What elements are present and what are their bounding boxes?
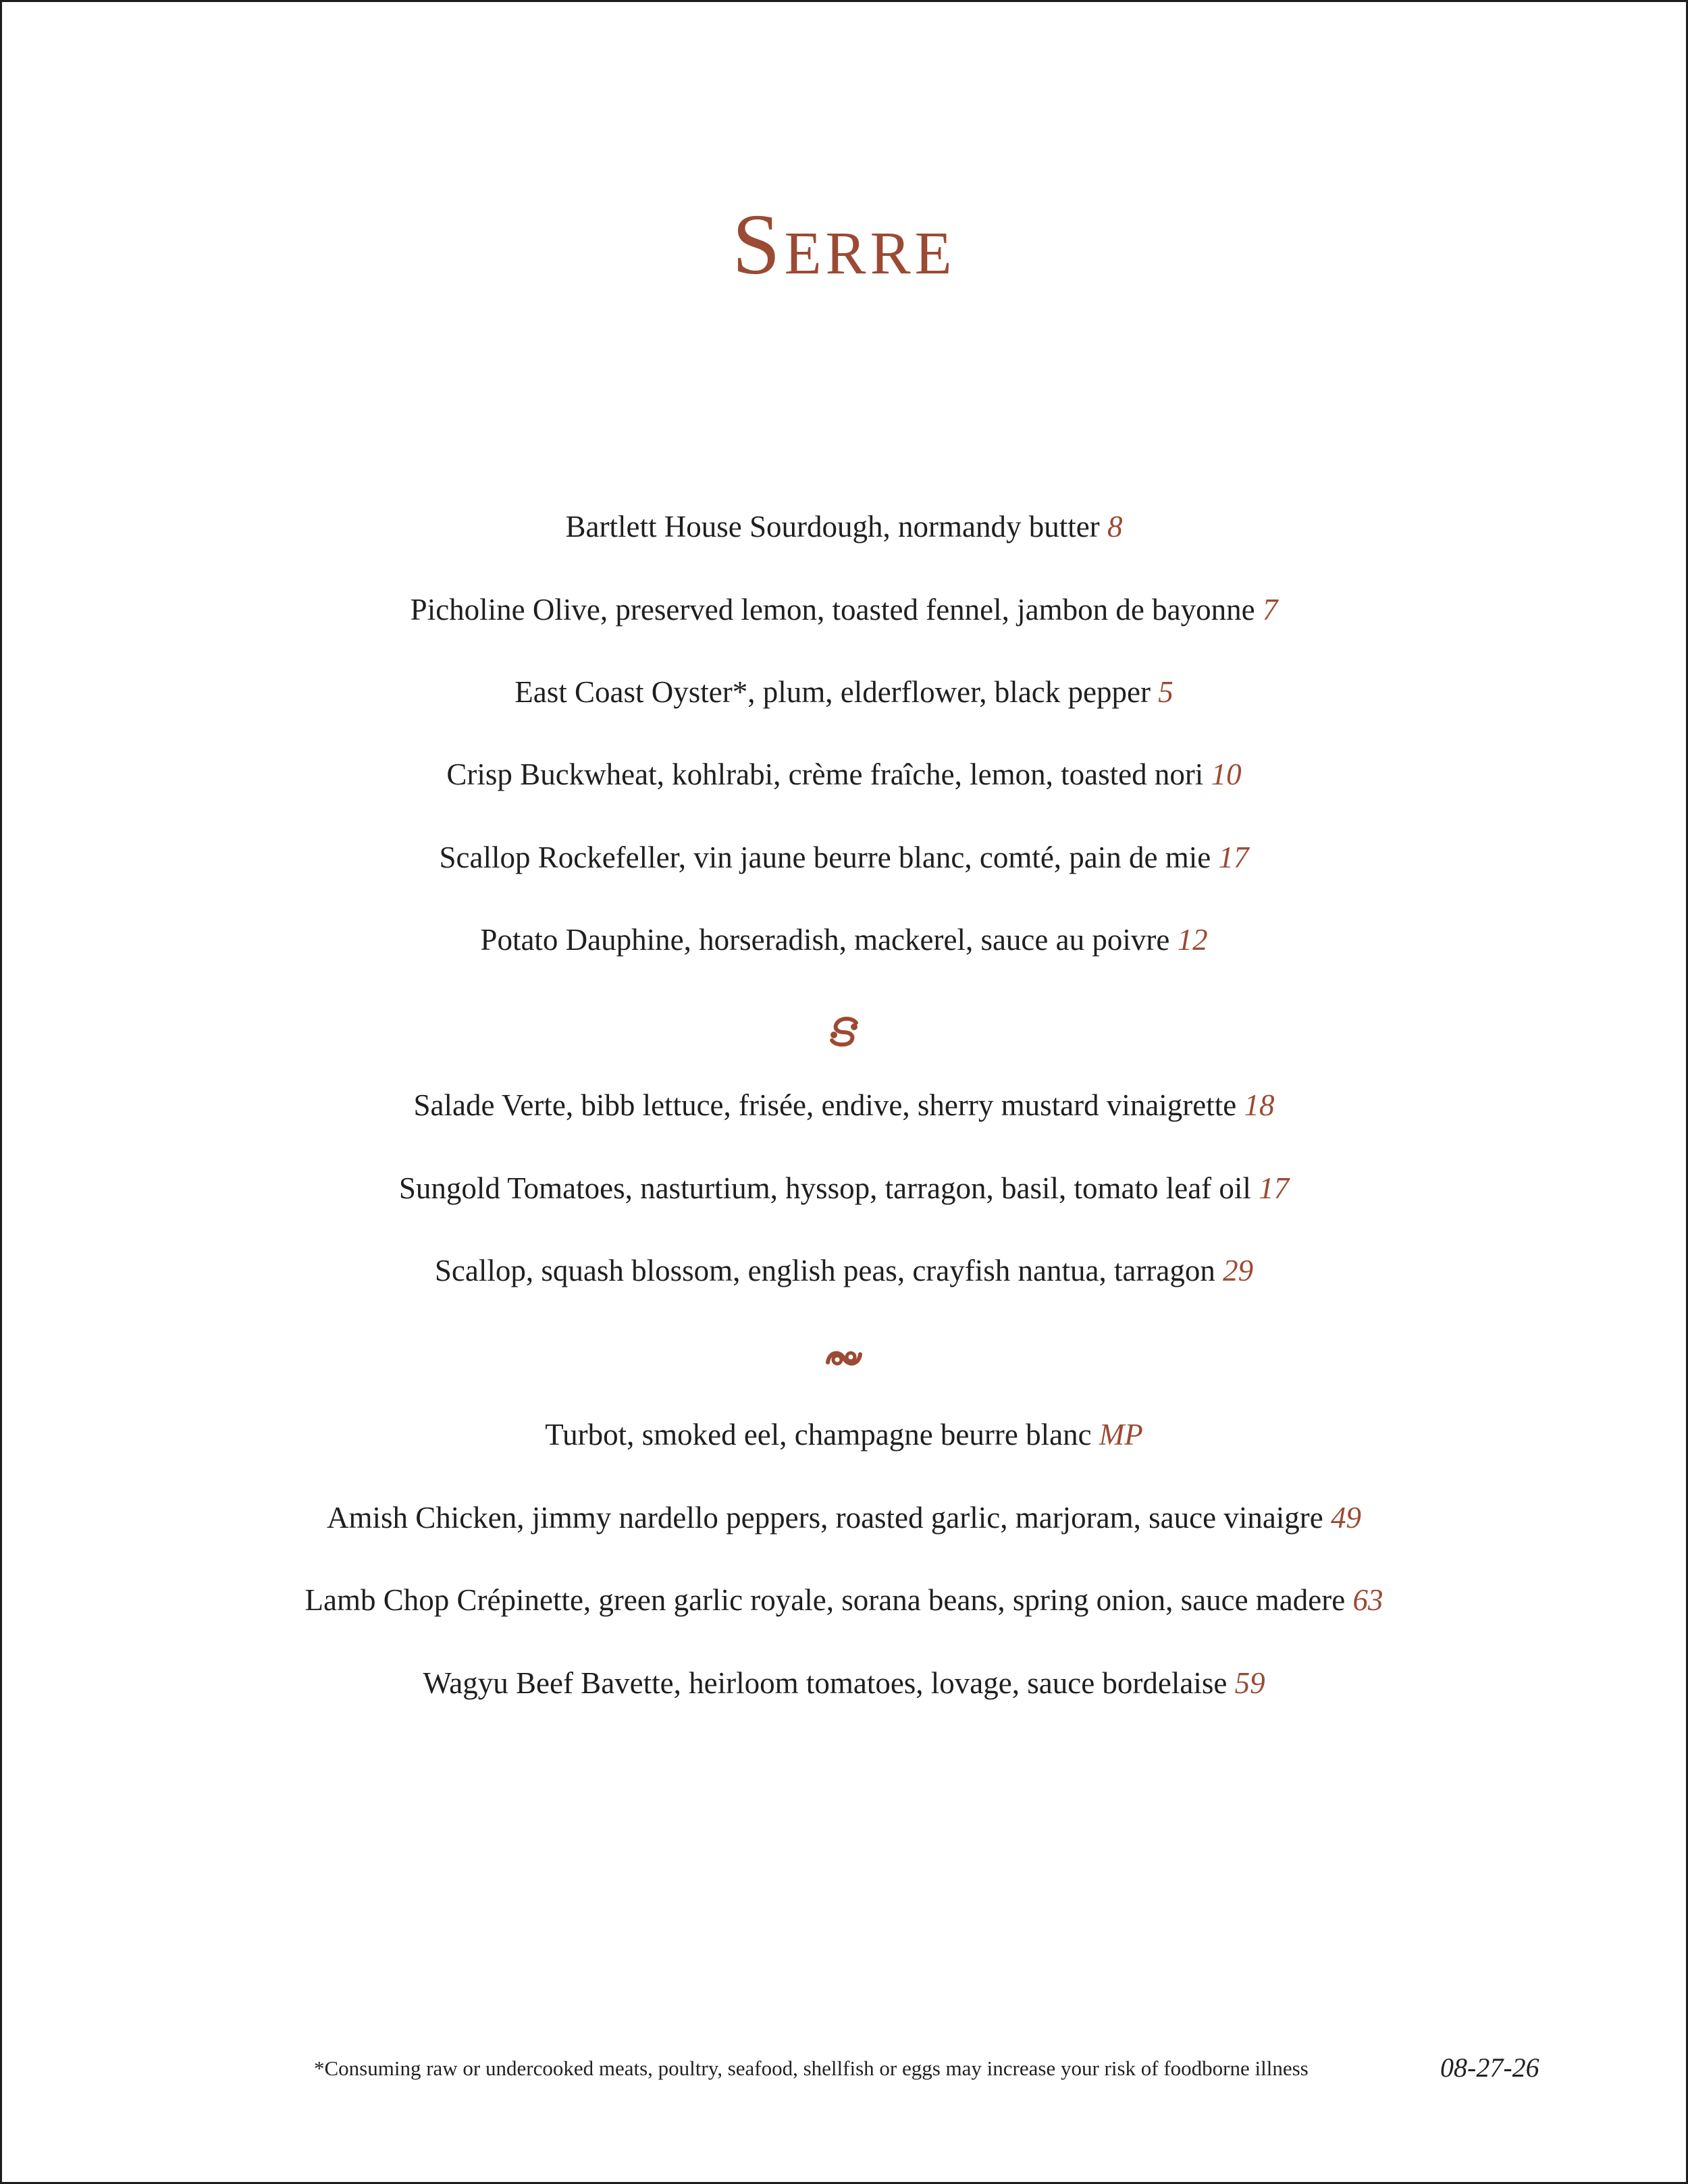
menu-item-price: 7: [1262, 593, 1278, 627]
swirl-tilde-ornament-icon: [822, 1342, 866, 1375]
menu-item-price: 8: [1107, 510, 1123, 543]
menu-item: [2, 1090, 1686, 1121]
menu-item-price: 12: [1177, 923, 1208, 957]
menu-item-name: Scallop, squash blossom, english peas, crayfish nantua, tarragon: [434, 1254, 1215, 1287]
menu-item: [2, 1585, 1686, 1616]
menu-item-name: Lamb Chop Crépinette, green garlic royale, sorana beans, spring onion, sauce madere: [305, 1583, 1346, 1617]
menu-item: [2, 925, 1686, 955]
menu-item-name: Bartlett House Sourdough, normandy butter: [565, 510, 1100, 543]
menu-item: [2, 1668, 1686, 1699]
restaurant-name: Serre: [732, 196, 956, 292]
menu-item: [2, 843, 1686, 873]
section-divider: [2, 1015, 1686, 1050]
menu-item-name: Potato Dauphine, horseradish, mackerel, sauce au poivre: [480, 923, 1170, 957]
menu-item: [2, 1173, 1686, 1204]
menu-item-name: Scallop Rockefeller, vin jaune beurre blanc, comté, pain de mie: [439, 841, 1211, 874]
menu-item-price: 63: [1352, 1583, 1383, 1617]
food-safety-disclaimer: *Consuming raw or undercooked meats, poultry, seafood, shellfish or eggs may increase your risk of foodborne illness: [314, 2056, 1309, 2080]
menu-item-name: East Coast Oyster*, plum, elderflower, black pepper: [515, 675, 1151, 709]
menu-item-price: 10: [1211, 757, 1242, 791]
menu-item-name: Amish Chicken, jimmy nardello peppers, roasted garlic, marjoram, sauce vinaigre: [326, 1501, 1323, 1535]
menu-item-name: Salade Verte, bibb lettuce, frisée, endive, sherry mustard vinaigrette: [413, 1088, 1237, 1122]
menu-item: [2, 595, 1686, 625]
menu-item-name: Wagyu Beef Bavette, heirloom tomatoes, lovage, sauce bordelaise: [423, 1666, 1228, 1700]
menu-item-price: 59: [1234, 1666, 1265, 1700]
menu-item-price: 17: [1218, 841, 1249, 874]
menu-item-price: 18: [1244, 1088, 1275, 1122]
menu-item-name: Picholine Olive, preserved lemon, toasted fennel, jambon de bayonne: [410, 593, 1255, 627]
menu-item-name: Crisp Buckwheat, kohlrabi, crème fraîche, lemon, toasted nori: [446, 757, 1204, 791]
menu-item: [2, 512, 1686, 542]
menu-item-price: 49: [1331, 1501, 1362, 1535]
section-divider: [2, 1342, 1686, 1378]
swirl-s-ornament-icon: [822, 1015, 866, 1047]
menu-item: [2, 757, 1686, 791]
menu-item: [2, 677, 1686, 708]
menu-item: [2, 1503, 1686, 1533]
menu-item-price: 29: [1223, 1254, 1254, 1287]
menu-item: [2, 1420, 1686, 1450]
menu-item-name: Turbot, smoked eel, champagne beurre blanc: [545, 1418, 1092, 1451]
menu-item: [2, 1256, 1686, 1286]
menu-item-price: MP: [1099, 1418, 1143, 1451]
menu-item-price: 5: [1158, 675, 1173, 709]
menu-date: 08-27-26: [1440, 2052, 1539, 2083]
menu-item-name: Sungold Tomatoes, nasturtium, hyssop, tarragon, basil, tomato leaf oil: [398, 1171, 1251, 1205]
menu-item-price: 17: [1259, 1171, 1290, 1205]
